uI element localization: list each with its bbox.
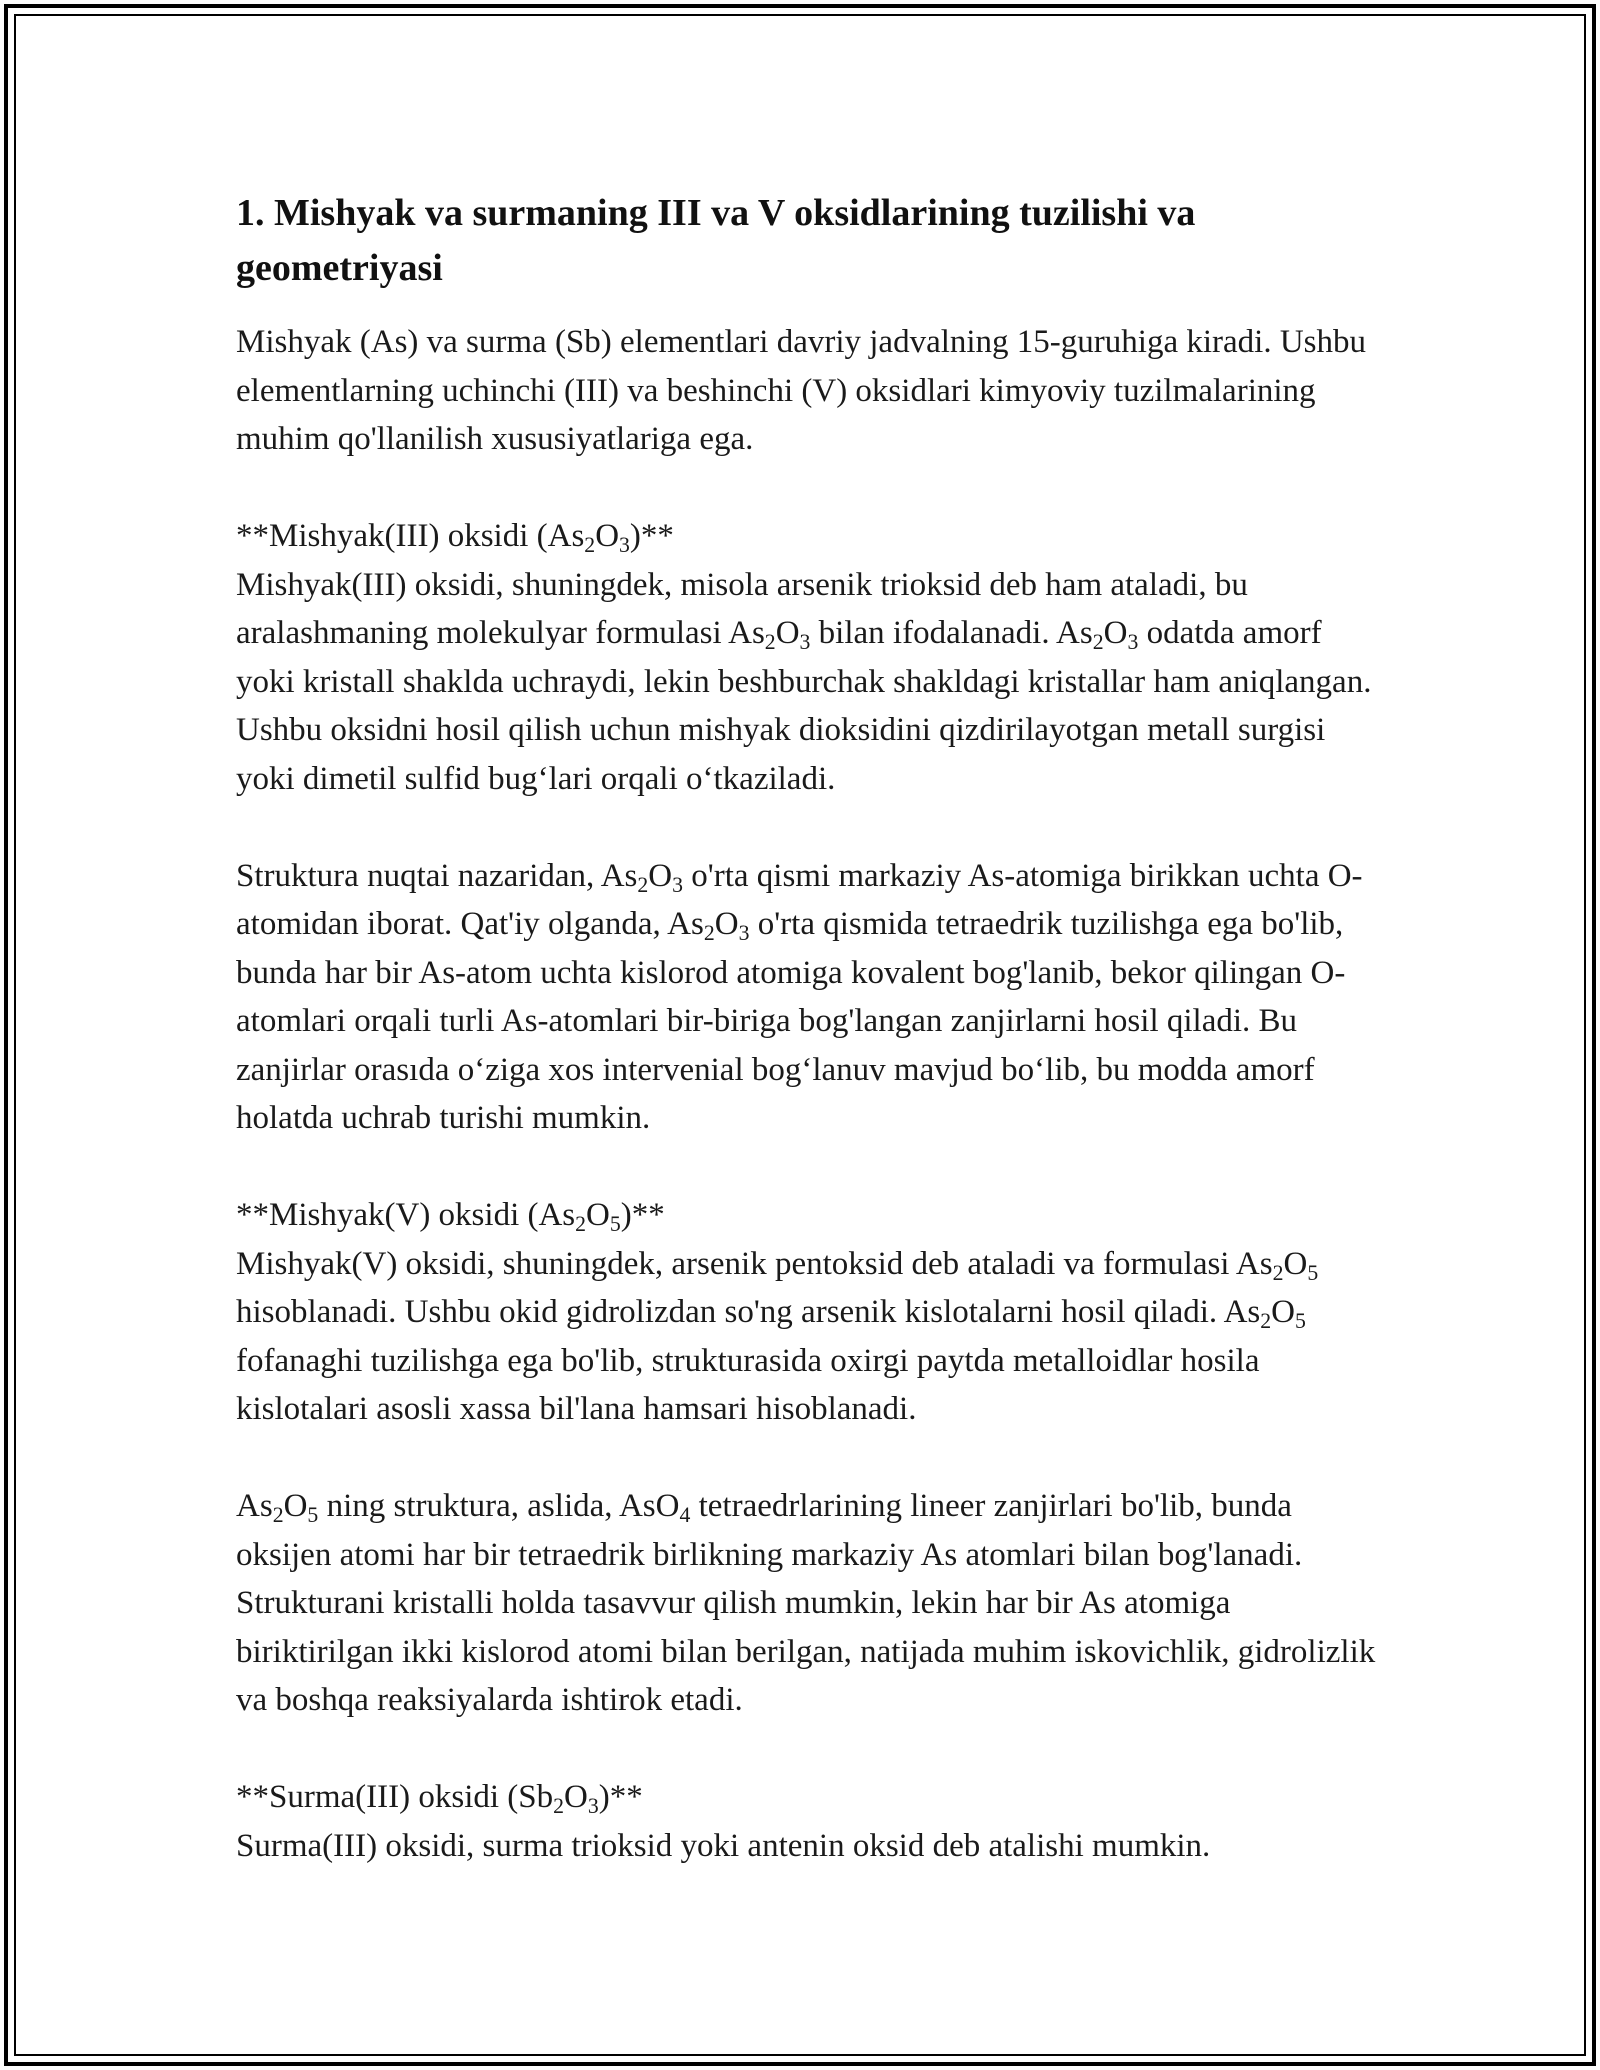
- intro-paragraph: Mishyak (As) va surma (Sb) elementlari davriy jadvalning 15-guruhiga kiradi. Ushbu elementlarning uchinchi (III) va beshinchi (V) oksidlari kimyoviy tuzilmalarining muhim qo'llanilish xususiyatlariga ega.: [236, 324, 1366, 457]
- spacer: [236, 803, 1386, 852]
- spacer: [236, 1725, 1386, 1774]
- as2o3-paragraph-1: Mishyak(III) oksidi, shuningdek, misola arsenik trioksid deb ham ataladi, bu aralashmaning molekulyar formulasi $As_2O_3$ bilan ifodalanadi. $As_2O_3$ odatda amorf yoki kristall shaklda uchraydi, lekin beshburchak shakldagi kristallar ham aniqlangan. Ushbu oksidni hosil qilish uchun mishyak dioksidini qizdirilayotgan metall surgisi yoki dimetil sulfid bug‘lari orqali o‘tkaziladi.: [236, 566, 1372, 797]
- as2o3-heading: **Mishyak(III) oksidi $(As_2O_3)**$: [236, 518, 674, 558]
- spacer: [236, 1143, 1386, 1192]
- as2o5-heading: **Mishyak(V) oksidi $(As_2O_5)**$: [236, 1197, 665, 1237]
- spacer: [236, 464, 1386, 513]
- sb2o3-paragraph-1: Surma(III) oksidi, surma trioksid yoki antenin oksid deb atalishi mumkin.: [236, 1827, 1211, 1864]
- spacer: [236, 1434, 1386, 1483]
- as2o5-paragraph-1: Mishyak(V) oksidi, shuningdek, arsenik pentoksid deb ataladi va formulasi $As_2O_5$ hisoblanadi. Ushbu okid gidrolizdan so'ng arsenik kislotalarni hosil qiladi. $As_2O_5$ fofanaghi tuzilishga ega bo'lib, strukturasida oxirgi paytda metalloidlar hosila kislotalari asosli xassa bil'lana hamsari hisoblanadi.: [236, 1245, 1319, 1427]
- document-body: [236, 186, 1386, 1870]
- as2o5-paragraph-2: $As_2O_5$ ning struktura, aslida, AsO$_4$ tetraedrlarining lineer zanjirlari bo'lib, bunda oksijen atomi har bir tetraedrik birlikning markaziy As atomlari bilan bog'lanadi. Strukturani kristalli holda tasavvur qilish mumkin, lekin har bir As atomiga biriktirilgan ikki kislorod atomi bilan berilgan, natijada muhim iskovichlik, gidrolizlik va boshqa reaksiyalarda ishtirok etadi.: [236, 1488, 1376, 1718]
- as2o3-paragraph-2: Struktura nuqtai nazaridan, $As_2O_3$ o'rta qismi markaziy As-atomiga birikkan uchta O-atomidan iborat. Qat'iy olganda, $As_2O_3$ o'rta qismida tetraedrik tuzilishga ega bo'lib, bunda har bir As-atom uchta kislorod atomiga kovalent bog'lanib, bekor qilingan O-atomlari orqali turli As-atomlari bir-biriga bog'langan zanjirlarni hosil qiladi. Bu zanjirlar orasıda o‘ziga xos intervenial bog‘lanuv mavjud bo‘lib, bu modda amorf holatda uchrab turishi mumkin.: [236, 857, 1363, 1136]
- sb2o3-heading: **Surma(III) oksidi $(Sb_2O_3)**$: [236, 1779, 643, 1819]
- page-title: 1. Mishyak va surmaning III va V oksidlarining tuzilishi va geometriyasi: [236, 192, 1196, 289]
